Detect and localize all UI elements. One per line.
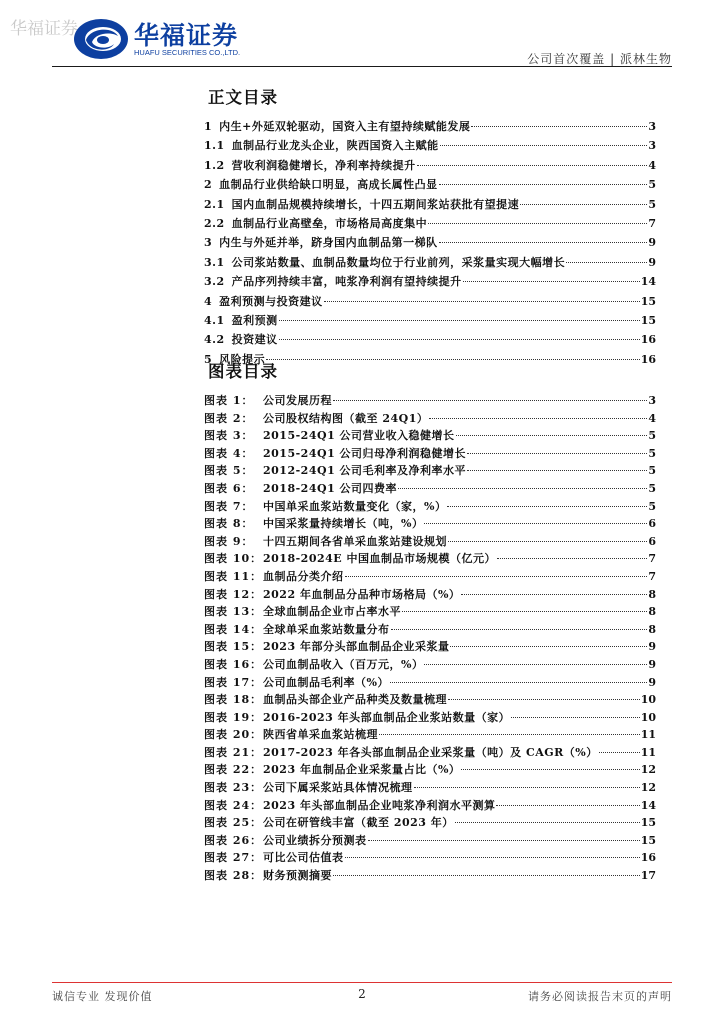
figure-leader-dots — [447, 506, 647, 507]
figure-entry-tag: 图表 7： — [204, 499, 254, 513]
figure-entry[interactable] — [204, 427, 656, 445]
figure-entry-title: 血制品头部企业产品种类及数量梳理 — [263, 693, 447, 707]
figure-entry-title: 全球血制品企业市占率水平 — [263, 605, 401, 619]
toc-entry-number: 2.2 — [204, 216, 225, 230]
figure-entry-tag: 图表 3： — [204, 429, 254, 443]
toc-leader-dots — [566, 262, 647, 263]
watermark-text: 华福证券 — [10, 19, 78, 39]
figure-entry[interactable] — [204, 498, 656, 516]
toc-entry-number: 3 — [204, 236, 213, 250]
toc-entry[interactable] — [204, 156, 656, 175]
figure-entry-page: 15 — [640, 816, 656, 830]
toc-entry-page: 15 — [640, 313, 656, 327]
figure-leader-dots — [467, 470, 647, 471]
toc-entry[interactable] — [204, 253, 656, 272]
figure-leader-dots — [368, 840, 640, 841]
report-type: 公司首次覆盖 — [527, 52, 606, 66]
toc-leader-dots — [463, 281, 640, 282]
figure-entry[interactable] — [204, 779, 656, 797]
figure-entry-tag: 图表 6： — [204, 481, 254, 495]
toc-entry-label — [204, 311, 278, 330]
toc-entry-page: 5 — [648, 197, 656, 211]
toc-entry-text: 内生与外延并举，跻身国内血制品第一梯队 — [219, 236, 438, 250]
toc-entry-page: 5 — [648, 178, 656, 192]
figure-leader-dots — [345, 857, 640, 858]
toc-entry-text: 投资建议 — [231, 333, 278, 347]
figure-entry-page: 17 — [640, 869, 656, 883]
toc-entry-number: 5 — [204, 352, 213, 366]
toc-entry-label — [204, 214, 427, 233]
toc-entry-number: 3.1 — [204, 255, 225, 269]
figure-entry[interactable] — [204, 550, 656, 568]
figure-entry[interactable] — [204, 761, 656, 779]
figure-entry-tag: 图表 26： — [204, 833, 263, 847]
header-divider — [52, 66, 672, 67]
figures-list — [204, 392, 656, 885]
figure-entry[interactable] — [204, 726, 656, 744]
figure-leader-dots — [390, 682, 647, 683]
figure-entry-title: 2018-2024E 中国血制品市场规模（亿元） — [263, 552, 497, 566]
figure-entry-page: 11 — [640, 728, 656, 742]
toc-entry-label — [204, 117, 470, 136]
figure-entry[interactable] — [204, 462, 656, 480]
figure-entry-page: 5 — [648, 499, 656, 513]
figure-entry-tag: 图表 15： — [204, 640, 263, 654]
toc-entry-page: 3 — [648, 120, 656, 133]
toc-entry-number: 3.2 — [204, 275, 225, 289]
toc-entry-page: 14 — [640, 275, 656, 289]
toc-entry-label — [204, 292, 323, 311]
figure-leader-dots — [391, 629, 648, 630]
toc-entry-label — [204, 195, 519, 214]
toc-entry-label — [204, 136, 439, 155]
toc-entry-page: 3 — [648, 139, 656, 153]
figure-entry-page: 5 — [648, 429, 656, 443]
toc-entry-number: 1.1 — [204, 139, 225, 153]
figure-entry-page: 8 — [648, 587, 656, 601]
stock-name: 派林生物 — [619, 52, 672, 66]
figure-leader-dots — [511, 717, 640, 718]
figure-entry-page: 15 — [640, 833, 656, 847]
toc-entry-number: 4.2 — [204, 333, 225, 347]
toc-title: 正文目录 — [208, 88, 278, 107]
figure-entry-title: 中国单采血浆站数量变化（家，%） — [263, 499, 447, 513]
figure-leader-dots — [599, 752, 640, 753]
figure-entry-tag: 图表 16： — [204, 657, 263, 671]
figure-entry[interactable] — [204, 568, 656, 586]
figure-entry-tag: 图表 2： — [204, 411, 254, 425]
toc-entry[interactable] — [204, 195, 656, 214]
toc-entry-number: 2 — [204, 178, 213, 192]
toc-entry-text: 血制品行业供给缺口明显，高成长属性凸显 — [219, 178, 438, 192]
figure-entry-page: 6 — [648, 517, 656, 531]
figure-entry[interactable] — [204, 814, 656, 832]
figure-entry-tag: 图表 9： — [204, 534, 254, 548]
toc-entry[interactable] — [204, 292, 656, 311]
toc-leader-dots — [324, 301, 640, 302]
figure-entry-title: 公司下属采浆站具体情况梳理 — [263, 781, 413, 795]
figure-entry-page: 8 — [648, 622, 656, 636]
toc-entry-label — [204, 272, 462, 291]
toc-entry-label — [204, 330, 278, 349]
figure-entry[interactable] — [204, 832, 656, 850]
toc-entry-text: 血制品行业龙头企业，陕西国资入主赋能 — [231, 139, 439, 153]
figure-entry-tag: 图表 28： — [204, 869, 263, 883]
toc-leader-dots — [266, 359, 640, 360]
header-separator: | — [610, 52, 616, 66]
swirl-logo-icon — [72, 16, 130, 62]
figure-entry[interactable] — [204, 410, 656, 428]
figure-entry-title: 公司血制品收入（百万元，%） — [263, 657, 424, 671]
figure-entry-tag: 图表 21： — [204, 745, 263, 759]
figure-leader-dots — [497, 558, 647, 559]
figure-entry[interactable] — [204, 709, 656, 727]
figure-leader-dots — [345, 576, 648, 577]
figure-entry-tag: 图表 12： — [204, 587, 263, 601]
figure-entry[interactable] — [204, 691, 656, 709]
figure-entry-tag: 图表 27： — [204, 851, 263, 865]
figure-entry-tag: 图表 25： — [204, 816, 263, 830]
figure-entry-page: 14 — [640, 798, 656, 812]
footer-divider — [52, 982, 672, 983]
toc-entry[interactable] — [204, 311, 656, 330]
figure-entry-tag: 图表 20： — [204, 728, 263, 742]
figure-leader-dots — [467, 453, 647, 454]
figure-entry-title: 2017-2023 年各头部血制品企业采浆量（吨）及 CAGR（%） — [263, 745, 598, 759]
figure-entry[interactable] — [204, 638, 656, 656]
figure-entry-page: 9 — [648, 657, 656, 671]
toc-entry-page: 9 — [648, 236, 656, 250]
figure-entry-page: 10 — [640, 693, 656, 707]
figure-entry-tag: 图表 11： — [204, 569, 263, 583]
figure-entry[interactable] — [204, 515, 656, 533]
toc-entry-label — [204, 253, 565, 272]
figure-entry[interactable] — [204, 621, 656, 639]
figure-entry[interactable] — [204, 603, 656, 621]
figure-entry-title: 2016-2023 年头部血制品企业浆站数量（家） — [263, 710, 511, 724]
toc-entry[interactable] — [204, 136, 656, 155]
figure-entry-title: 十四五期间各省单采血浆站建设规划 — [263, 534, 447, 548]
toc-list — [204, 117, 656, 369]
figure-entry-tag: 图表 1： — [204, 394, 254, 407]
company-logo — [72, 14, 272, 66]
figure-entry-title: 中国采浆量持续增长（吨，%） — [263, 517, 424, 531]
toc-entry-text: 内生+外延双轮驱动，国资入主有望持续赋能发展 — [219, 120, 471, 133]
figure-entry-page: 9 — [648, 675, 656, 689]
figure-entry-tag: 图表 5： — [204, 464, 254, 478]
figure-entry-page: 7 — [648, 569, 656, 583]
figure-leader-dots — [461, 594, 647, 595]
figure-leader-dots — [398, 488, 647, 489]
toc-leader-dots — [471, 126, 647, 127]
figures-title: 图表目录 — [208, 362, 278, 381]
toc-entry-text: 风险提示 — [219, 352, 266, 366]
figure-entry[interactable] — [204, 445, 656, 463]
figure-entry-tag: 图表 23： — [204, 781, 263, 795]
figure-entry-page: 16 — [640, 851, 656, 865]
figure-entry-title: 血制品分类介绍 — [263, 569, 344, 583]
figure-leader-dots — [424, 664, 647, 665]
toc-entry[interactable] — [204, 214, 656, 233]
figure-entry-page: 7 — [648, 552, 656, 566]
toc-entry-number: 4.1 — [204, 313, 225, 327]
figure-entry[interactable] — [204, 392, 656, 410]
figure-entry-title: 公司业绩拆分预测表 — [263, 833, 367, 847]
page-number: 2 — [358, 987, 366, 1001]
toc-leader-dots — [440, 145, 648, 146]
toc-leader-dots — [417, 165, 648, 166]
figure-entry-page: 12 — [640, 781, 656, 795]
figure-entry-title: 2015-24Q1 公司归母净利润稳健增长 — [263, 446, 467, 460]
figure-entry-page: 5 — [648, 464, 656, 478]
figure-entry-title: 公司血制品毛利率（%） — [263, 675, 389, 689]
figure-entry-title: 2023 年血制品企业采浆量占比（%） — [263, 763, 461, 777]
figure-entry-page: 3 — [648, 394, 656, 407]
toc-leader-dots — [520, 204, 647, 205]
figure-entry-title: 2018-24Q1 公司四费率 — [263, 481, 398, 495]
company-name-en: HUAFU SECURITIES CO.,LTD. — [134, 48, 241, 57]
figure-leader-dots — [424, 523, 647, 524]
toc-entry-text: 营收利润稳健增长，净利率持续提升 — [231, 158, 416, 172]
toc-entry-text: 产品序列持续丰富，吨浆净利润有望持续提升 — [231, 275, 462, 289]
figure-entry[interactable] — [204, 849, 656, 867]
toc-leader-dots — [279, 339, 640, 340]
toc-entry-text: 盈利预测与投资建议 — [219, 294, 323, 308]
figure-entry[interactable] — [204, 797, 656, 815]
toc-entry-number: 1 — [204, 120, 213, 133]
figure-leader-dots — [456, 435, 648, 436]
toc-leader-dots — [439, 184, 648, 185]
figure-entry-page: 5 — [648, 481, 656, 495]
figure-entry-tag: 图表 24： — [204, 798, 263, 812]
toc-entry[interactable] — [204, 233, 656, 252]
toc-entry[interactable] — [204, 330, 656, 349]
figure-entry-page: 11 — [640, 745, 656, 759]
figure-leader-dots — [379, 734, 640, 735]
figure-leader-dots — [450, 646, 647, 647]
figure-entry-page: 12 — [640, 763, 656, 777]
figure-entry-tag: 图表 22： — [204, 763, 263, 777]
figure-leader-dots — [402, 611, 647, 612]
toc-entry[interactable] — [204, 117, 656, 136]
figure-leader-dots — [429, 418, 647, 419]
figure-entry-page: 5 — [648, 446, 656, 460]
figure-entry-page: 8 — [648, 605, 656, 619]
toc-entry[interactable] — [204, 272, 656, 291]
figure-entry-page: 4 — [648, 411, 656, 425]
toc-entry-text: 血制品行业高壁垒，市场格局高度集中 — [231, 216, 428, 230]
figure-entry-tag: 图表 17： — [204, 675, 263, 689]
figure-entry[interactable] — [204, 867, 656, 885]
figure-entry-page: 6 — [648, 534, 656, 548]
figure-entry-title: 陕西省单采血浆站梳理 — [263, 728, 378, 742]
figure-entry-title: 可比公司估值表 — [263, 851, 344, 865]
figure-entry-tag: 图表 13： — [204, 605, 263, 619]
figure-entry-title: 2023 年头部血制品企业吨浆净利润水平测算 — [263, 798, 496, 812]
figure-leader-dots — [333, 400, 647, 401]
toc-leader-dots — [439, 242, 648, 243]
toc-entry-label — [204, 156, 416, 175]
toc-entry-number: 4 — [204, 294, 213, 308]
toc-entry-text: 盈利预测 — [231, 313, 278, 327]
figure-leader-dots — [333, 875, 640, 876]
figure-entry-title: 公司在研管线丰富（截至 2023 年） — [263, 816, 454, 830]
figure-entry-title: 公司发展历程 — [263, 394, 332, 407]
toc-entry-page: 16 — [640, 333, 656, 347]
figure-entry-title: 2022 年血制品分品种市场格局（%） — [263, 587, 461, 601]
toc-entry-number: 2.1 — [204, 197, 225, 211]
figure-entry-title: 财务预测摘要 — [263, 869, 332, 883]
figure-entry-title: 2023 年部分头部血制品企业采浆量 — [263, 640, 450, 654]
footer-slogan: 诚信专业 发现价值 — [52, 990, 153, 1003]
toc-entry[interactable] — [204, 175, 656, 194]
footer-disclaimer: 请务必阅读报告末页的声明 — [528, 990, 672, 1003]
figure-entry[interactable] — [204, 656, 656, 674]
figure-entry-title: 2015-24Q1 公司营业收入稳健增长 — [263, 429, 455, 443]
toc-entry-number: 1.2 — [204, 158, 225, 172]
toc-entry-page: 9 — [648, 255, 656, 269]
figure-entry-tag: 图表 18： — [204, 693, 263, 707]
figure-entry[interactable] — [204, 674, 656, 692]
figure-entry[interactable] — [204, 586, 656, 604]
toc-leader-dots — [428, 223, 647, 224]
company-name-cn: 华福证券 — [134, 21, 239, 50]
figure-entry-page: 10 — [640, 710, 656, 724]
figure-entry-tag: 图表 19： — [204, 710, 263, 724]
figure-leader-dots — [496, 805, 639, 806]
figure-entry-title: 公司股权结构图（截至 24Q1） — [263, 411, 429, 425]
figure-leader-dots — [448, 699, 640, 700]
toc-entry-text: 公司浆站数量、血制品数量均位于行业前列，采浆量实现大幅增长 — [231, 255, 566, 269]
figure-leader-dots — [461, 769, 639, 770]
figure-leader-dots — [455, 822, 640, 823]
figure-entry[interactable] — [204, 533, 656, 551]
figure-entry-tag: 图表 8： — [204, 517, 254, 531]
figure-entry-tag: 图表 14： — [204, 622, 263, 636]
toc-entry-label — [204, 233, 438, 252]
figure-entry[interactable] — [204, 744, 656, 762]
toc-entry-page: 7 — [648, 216, 656, 230]
figure-entry[interactable] — [204, 480, 656, 498]
figure-leader-dots — [448, 541, 647, 542]
report-header-label — [527, 50, 672, 67]
figure-entry-title: 全球单采血浆站数量分布 — [263, 622, 390, 636]
toc-entry-label — [204, 175, 438, 194]
figure-entry-tag: 图表 10： — [204, 552, 263, 566]
toc-leader-dots — [279, 320, 640, 321]
figure-entry-page: 9 — [648, 640, 656, 654]
toc-entry-page: 16 — [640, 352, 656, 366]
figure-leader-dots — [414, 787, 640, 788]
figure-entry-title: 2012-24Q1 公司毛利率及净利率水平 — [263, 464, 467, 478]
toc-entry-page: 15 — [640, 294, 656, 308]
figure-entry-tag: 图表 4： — [204, 446, 254, 460]
toc-entry-text: 国内血制品规模持续增长，十四五期间浆站获批有望提速 — [231, 197, 520, 211]
toc-entry-page: 4 — [648, 158, 656, 172]
